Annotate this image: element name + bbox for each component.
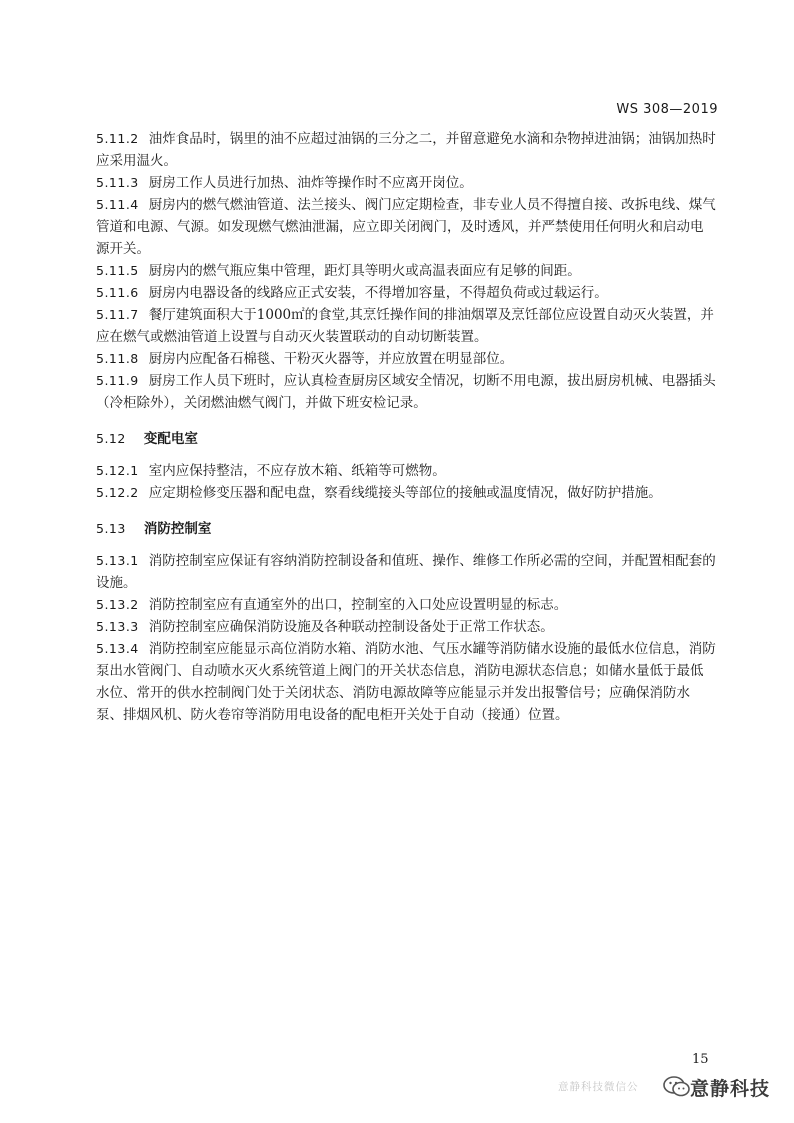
clause-5-12-2: [96, 482, 716, 504]
clause-text: 厨房内应配备石棉毯、干粉灭火器等，并应放置在明显部位。: [148, 351, 514, 367]
clause-text: 餐厅建筑面积大于1000㎡的食堂,其烹饪操作间的排油烟罩及烹饪部位应设置自动灭火装置，并应在燃气或燃油管道上设置与自动灭火装置联动的自动切断装置。: [96, 307, 714, 345]
clause-5-11-6: [96, 282, 716, 304]
clause-number: 5.12.2: [96, 485, 139, 500]
clause-number: 5.13.1: [96, 553, 139, 568]
clause-text: 厨房内的燃气瓶应集中管理，距灯具等明火或高温表面应有足够的间距。: [148, 263, 581, 279]
clause-5-11-5: [96, 260, 716, 282]
clause-number: 5.11.8: [96, 351, 139, 366]
clause-number: 5.12.1: [96, 463, 139, 478]
clause-number: 5.11.2: [96, 131, 139, 146]
clause-number: 5.11.3: [96, 175, 139, 190]
clause-text: 应定期检修变压器和配电盘，察看线缆接头等部位的接触或温度情况，做好防护措施。: [148, 485, 662, 501]
section-number: 5.12: [96, 431, 126, 446]
section-heading-5-12: [96, 428, 716, 450]
section-number: 5.13: [96, 521, 126, 536]
watermark-small-text: 意静科技微信公: [558, 1081, 639, 1093]
clause-text: 室内应保持整洁，不应存放木箱、纸箱等可燃物。: [148, 463, 446, 479]
section-heading-5-13: [96, 518, 716, 540]
clause-text: 油炸食品时，锅里的油不应超过油锅的三分之二，并留意避免水滴和杂物掉进油锅；油锅加热时应采用温火。: [96, 131, 716, 169]
clause-number: 5.13.2: [96, 597, 139, 612]
clause-text: 消防控制室应能显示高位消防水箱、消防水池、气压水罐等消防储水设施的最低水位信息，消防泵出水管阀门、自动喷水灭火系统管道上阀门的开关状态信息，消防电源状态信息；如储水量低于最低水位、常开的供水控制阀门处于关闭状态、消防电源故障等应能显示并发出报警信号；应确保消防水泵、排烟风机、防火卷帘等消防用电设备的配电柜开关处于自动（接通）位置。: [96, 641, 716, 723]
page-number: 15: [692, 1052, 709, 1067]
clause-text: 厨房工作人员进行加热、油炸等操作时不应离开岗位。: [148, 175, 473, 191]
clause-text: 厨房内电器设备的线路应正式安装，不得增加容量，不得超负荷或过载运行。: [148, 285, 608, 301]
clause-number: 5.13.3: [96, 619, 139, 634]
clause-text: 消防控制室应有直通室外的出口，控制室的入口处应设置明显的标志。: [148, 597, 568, 613]
document-body: [96, 128, 716, 726]
clause-5-12-1: [96, 460, 716, 482]
standard-code: WS 308—2019: [616, 102, 718, 117]
clause-number: 5.11.7: [96, 307, 139, 322]
wechat-icon: [662, 1074, 692, 1100]
clause-text: 厨房内的燃气燃油管道、法兰接头、阀门应定期检查，非专业人员不得擅自接、改拆电线、煤气管道和电源、气源。如发现燃气燃油泄漏，应立即关闭阀门，及时透风，并严禁使用任何明火和启动电源开关。: [96, 197, 716, 257]
clause-text: 厨房工作人员下班时，应认真检查厨房区域安全情况，切断不用电源，拔出厨房机械、电器插头（冷柜除外），关闭燃油燃气阀门，并做下班安检记录。: [96, 373, 716, 411]
clause-5-11-4: [96, 194, 716, 260]
clause-number: 5.13.4: [96, 641, 139, 656]
clause-text: 消防控制室应保证有容纳消防控制设备和值班、操作、维修工作所必需的空间，并配置相配套的设施。: [96, 553, 716, 591]
watermark: [540, 1072, 780, 1104]
clause-text: 消防控制室应确保消防设施及各种联动控制设备处于正常工作状态。: [148, 619, 554, 635]
section-title: 变配电室: [143, 431, 198, 447]
clause-number: 5.11.6: [96, 285, 139, 300]
clause-5-13-3: [96, 616, 716, 638]
clause-5-11-7: [96, 304, 716, 348]
clause-5-11-3: [96, 172, 716, 194]
clause-number: 5.11.4: [96, 197, 139, 212]
clause-number: 5.11.9: [96, 373, 139, 388]
clause-5-13-4: [96, 638, 716, 726]
clause-5-13-1: [96, 550, 716, 594]
clause-number: 5.11.5: [96, 263, 139, 278]
section-title: 消防控制室: [143, 521, 212, 537]
clause-5-11-8: [96, 348, 716, 370]
clause-5-11-2: [96, 128, 716, 172]
clause-5-13-2: [96, 594, 716, 616]
clause-5-11-9: [96, 370, 716, 414]
watermark-brand: 意静科技: [690, 1078, 771, 1100]
